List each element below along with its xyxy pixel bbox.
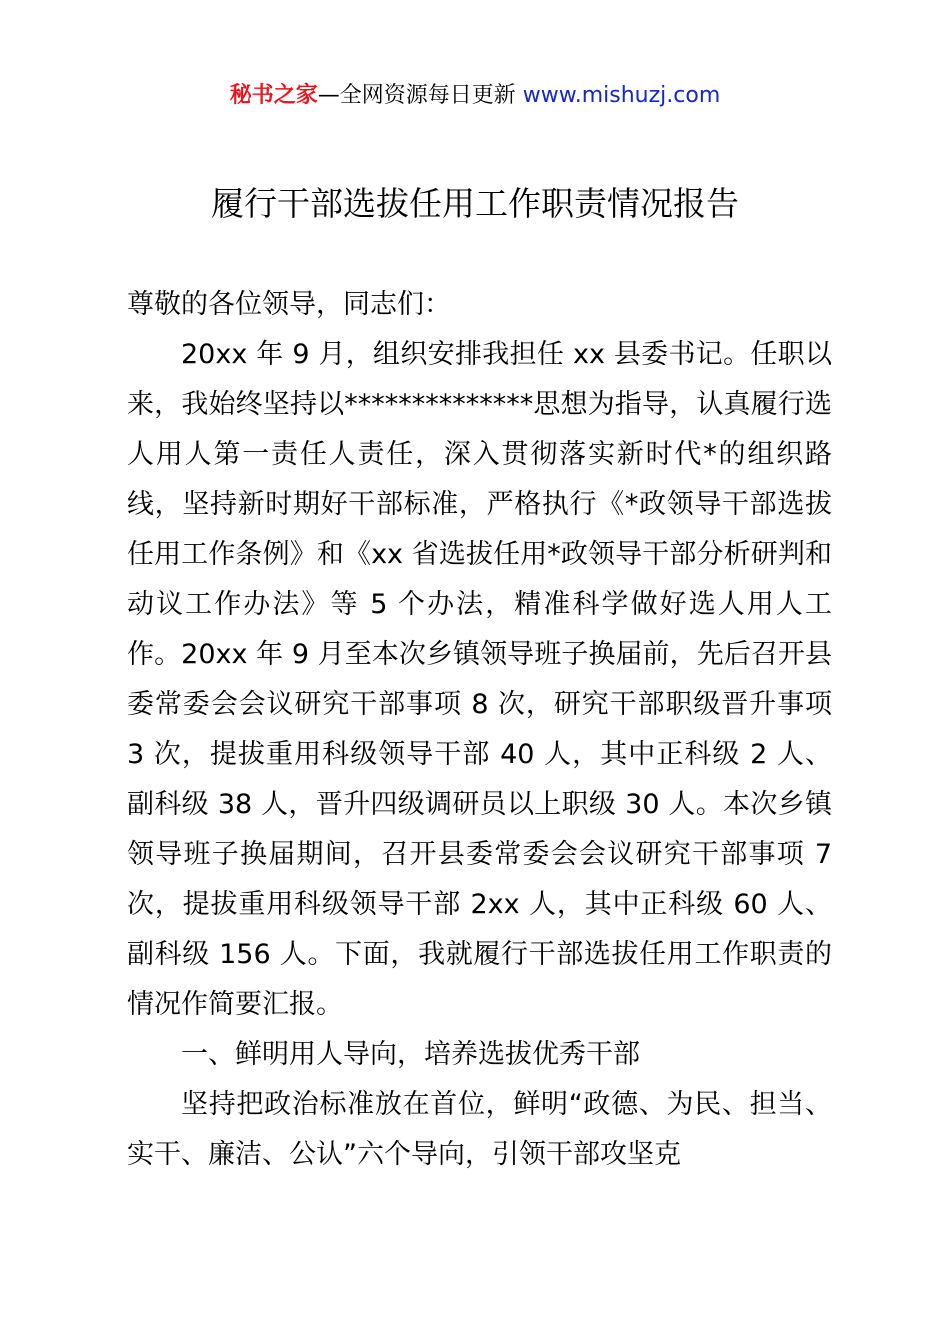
site-tagline: —全网资源每日更新 <box>317 83 523 108</box>
site-header <box>0 80 950 112</box>
brand-name: 秘书之家 <box>229 83 318 108</box>
section-heading: 一、鲜明用人导向，培养选拔优秀干部 <box>181 1039 640 1070</box>
section-paragraph: 坚持把政治标准放在首位，鲜明“政德、为民、担当、实干、廉洁、公认”六个导向，引领干部攻坚克 <box>127 1089 832 1170</box>
document-body <box>127 280 832 1180</box>
salutation: 尊敬的各位领导，同志们： <box>127 289 451 320</box>
site-url[interactable]: www.mishuzj.com <box>522 83 721 108</box>
document-title: 履行干部选拔任用工作职责情况报告 <box>211 184 739 223</box>
intro-paragraph: 20xx 年 9 月，组织安排我担任 xx 县委书记。任职以来，我始终坚持以**************思想为指导，认真履行选人用人第一责任人责任，深入贯彻落实新时代*的组织路线，坚持新时期好干部标准，严格执行《*政领导干部选拔任用工作条例》和《xx 省选拔任用*政领导干部分析研判和动议工作办法》等 5 个办法，精准科学做好选人用人工作。20xx 年 9 月至本次乡镇领导班子换届前，先后召开县委常委会会议研究干部事项 8 次，研究干部职级晋升事项 3 次，提拔重用科级领导干部 40 人，其中正科级 2 人、副科级 38 人，晋升四级调研员以上职级 30 人。本次乡镇领导班子换届期间，召开县委常委会会议研究干部事项 7 次，提拔重用科级领导干部 2xx 人，其中正科级 60 人、副科级 156 人。下面，我就履行干部选拔任用工作职责的情况作简要汇报。 <box>127 339 832 1020</box>
